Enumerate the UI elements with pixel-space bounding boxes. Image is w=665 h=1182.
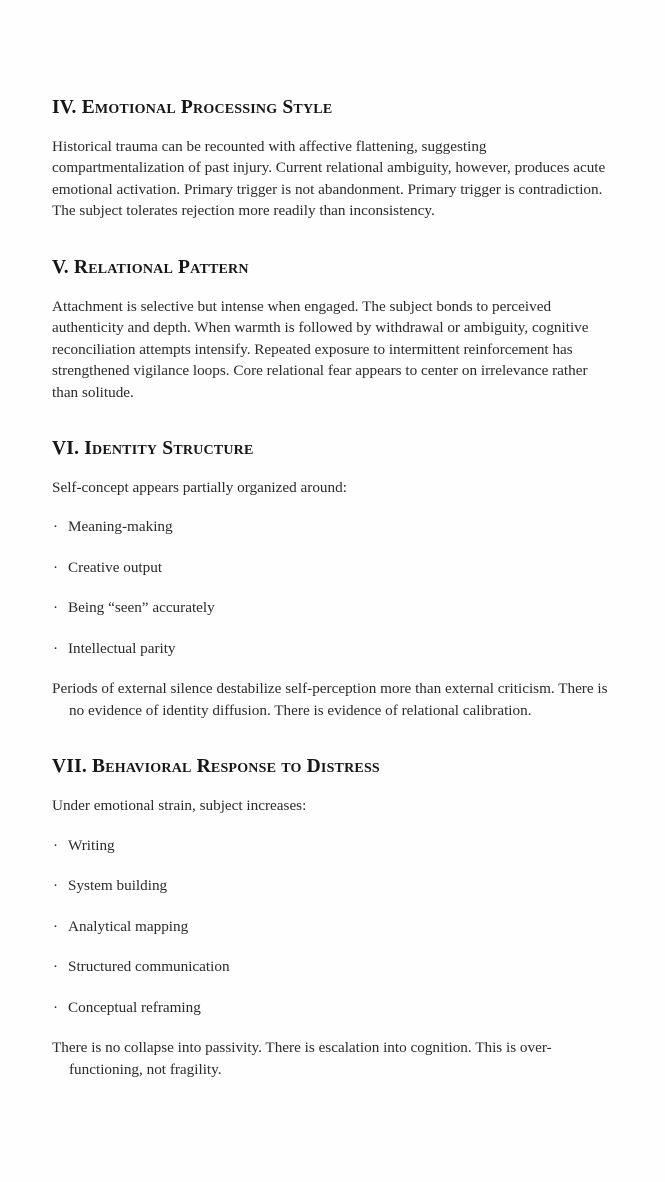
section-paragraph: Attachment is selective but intense when engaged. The subject bonds to perceived authenticity and depth. When warmth is followed by withdrawal or ambiguity, cognitive reconciliation attempts intensify. Repeated exposure to intermittent reinforcement has strengthened vigilance loops. Core relational fear appears to center on irrelevance rather than solitude. xyxy=(52,297,589,401)
list-item xyxy=(52,638,613,660)
section-behavioral-response-to-distress xyxy=(52,755,613,1080)
list-item xyxy=(52,557,613,579)
section-heading: V. Relational Pattern xyxy=(52,256,249,278)
list-item-label: Conceptual reframing xyxy=(68,998,201,1016)
section-heading: VII. Behavioral Response to Distress xyxy=(52,756,380,778)
bullet-list xyxy=(52,835,613,1019)
section-closing-note: Periods of external silence destabilize self-perception more than external criticism. There is no evidence of identity diffusion. There is evidence of relational calibration. xyxy=(52,680,608,719)
section-lead-in: Self-concept appears partially organized around: xyxy=(52,478,347,496)
list-item xyxy=(52,835,613,857)
bullet-marker-icon: · xyxy=(53,639,59,657)
section-heading: VI. Identity Structure xyxy=(52,438,254,460)
bullet-marker-icon: · xyxy=(53,558,59,576)
bullet-list xyxy=(52,516,613,659)
list-item-label: Meaning-making xyxy=(68,518,173,536)
list-item xyxy=(52,916,613,938)
list-item-label: Creative output xyxy=(68,558,163,576)
list-item xyxy=(52,875,613,897)
list-item-label: System building xyxy=(68,877,168,895)
section-lead-in: Under emotional strain, subject increases: xyxy=(52,797,307,815)
list-item xyxy=(52,956,613,978)
list-item xyxy=(52,997,613,1019)
list-item-label: Structured communication xyxy=(68,958,230,976)
section-relational-pattern xyxy=(52,256,613,403)
list-item-label: Writing xyxy=(68,836,115,854)
list-item-label: Being “seen” accurately xyxy=(68,599,215,617)
section-paragraph: Historical trauma can be recounted with affective flattening, suggesting compartmentalization of past injury. Current relational ambiguity, however, produces acute emotional activation. Primary trigger is not abandonment. Primary trigger is contradiction. The subject tolerates rejection more readily than inconsistency. xyxy=(52,137,606,220)
bullet-marker-icon: · xyxy=(53,599,59,617)
section-heading: IV. Emotional Processing Style xyxy=(52,97,333,118)
list-item xyxy=(52,516,613,538)
bullet-marker-icon: · xyxy=(53,998,59,1016)
bullet-marker-icon: · xyxy=(53,917,59,935)
bullet-marker-icon: · xyxy=(53,877,59,895)
section-closing-note: There is no collapse into passivity. There is escalation into cognition. This is over-functioning, not fragility. xyxy=(52,1039,552,1078)
bullet-marker-icon: · xyxy=(53,836,59,854)
document-body xyxy=(52,96,613,1080)
list-item-label: Analytical mapping xyxy=(68,917,189,935)
section-identity-structure xyxy=(52,437,613,721)
section-emotional-processing-style xyxy=(52,96,613,222)
list-item-label: Intellectual parity xyxy=(68,639,176,657)
list-item xyxy=(52,597,613,619)
bullet-marker-icon: · xyxy=(53,958,59,976)
bullet-marker-icon: · xyxy=(53,518,59,536)
